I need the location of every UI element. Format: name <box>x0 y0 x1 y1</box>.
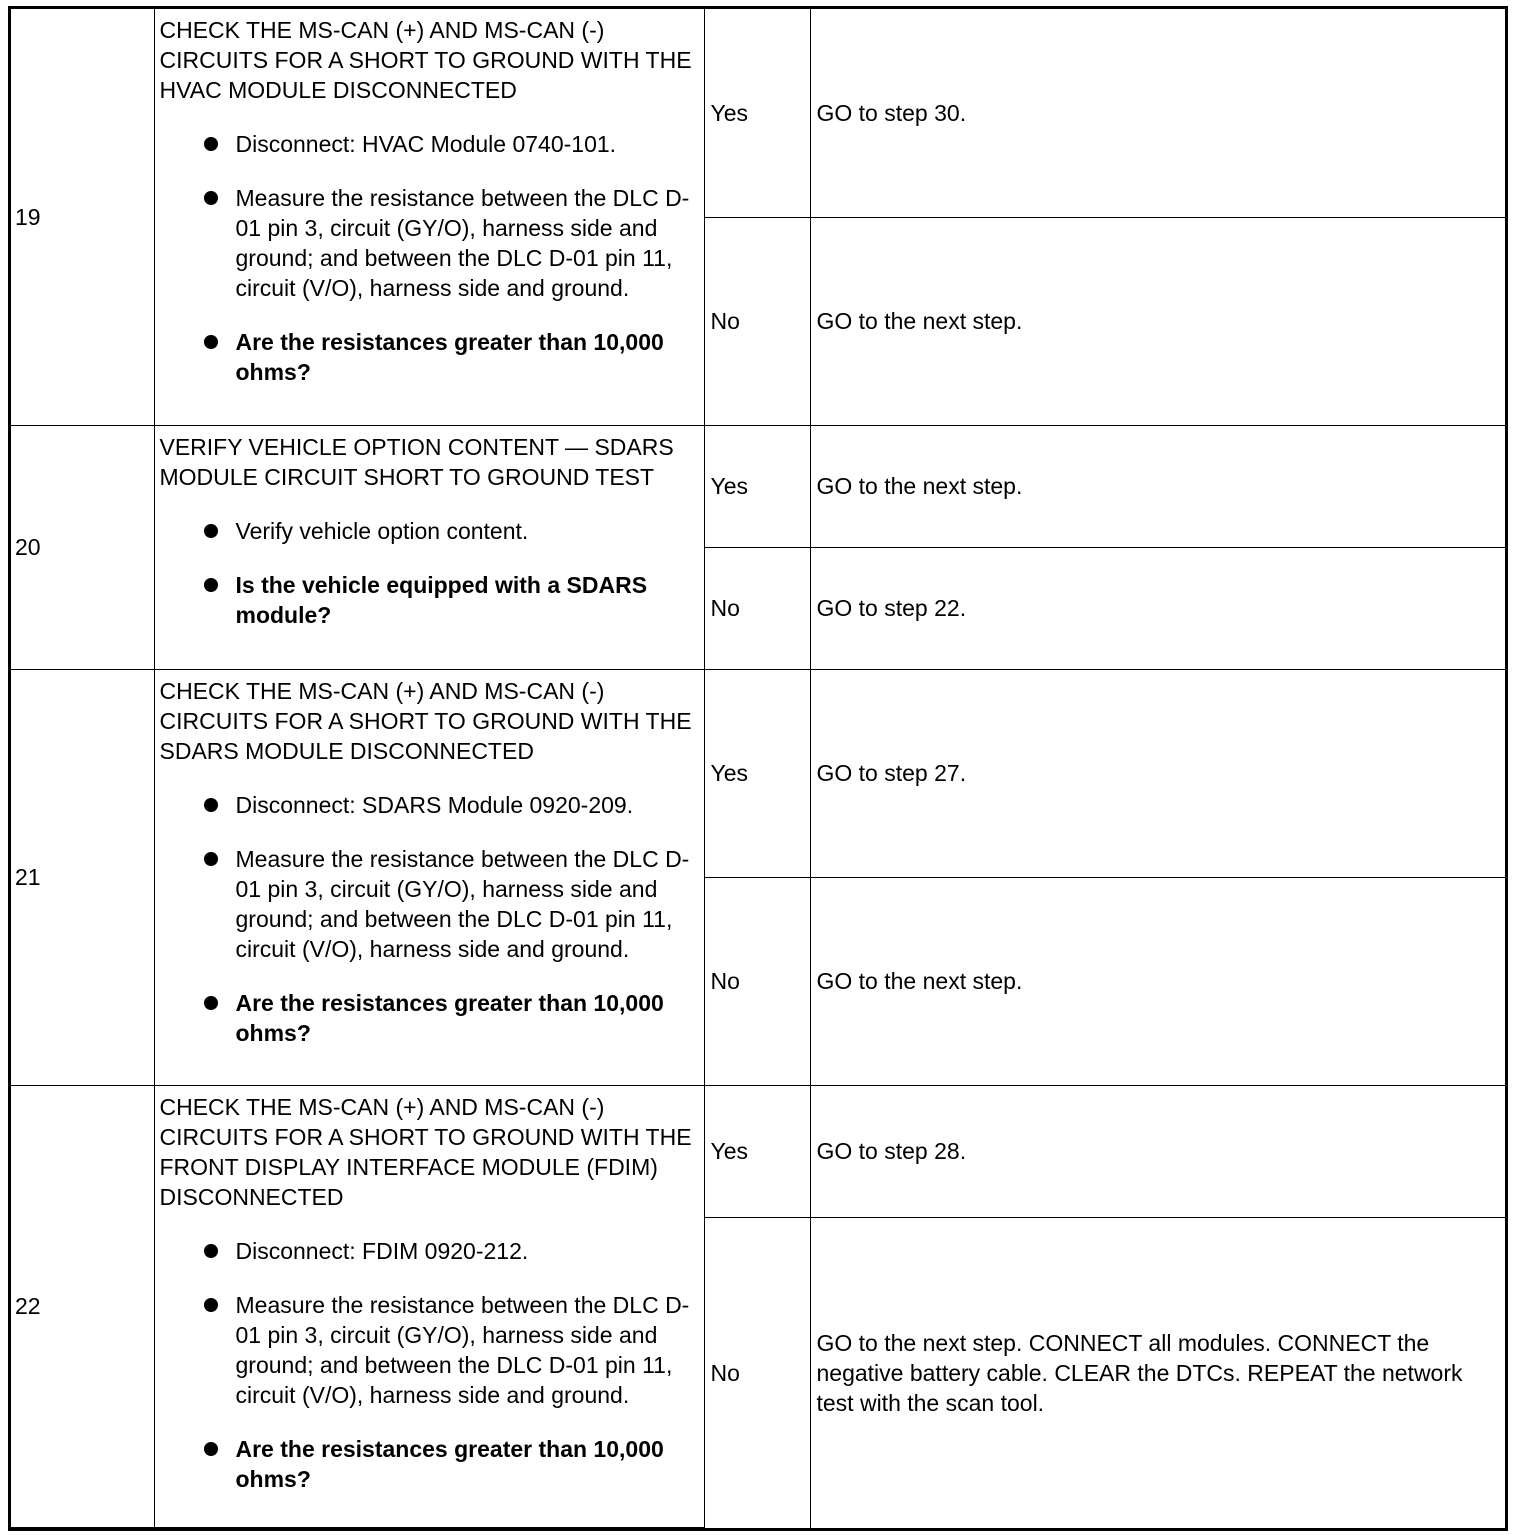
test-procedure <box>154 669 704 1085</box>
procedure-item <box>160 516 696 546</box>
bullet-icon <box>204 852 218 866</box>
bullet-icon <box>204 524 218 538</box>
procedure-item <box>160 183 696 303</box>
procedure-list <box>160 790 696 1048</box>
procedure-text: Verify vehicle option content. <box>235 517 529 544</box>
test-question <box>160 1434 696 1494</box>
question-text: Are the resistances greater than 10,000 ohms? <box>235 989 664 1046</box>
step-number: 19 <box>11 9 154 425</box>
result-no-label: No <box>704 1217 810 1528</box>
step-21-yes-row <box>11 669 1505 877</box>
result-yes-action: GO to step 28. <box>810 1085 1505 1217</box>
result-yes-label: Yes <box>704 1085 810 1217</box>
bullet-icon <box>204 996 218 1010</box>
result-no-action: GO to the next step. <box>810 217 1505 425</box>
result-yes-label: Yes <box>704 425 810 547</box>
test-title: CHECK THE MS-CAN (+) AND MS-CAN (-) CIRCUITS FOR A SHORT TO GROUND WITH THE HVAC MODULE DISCONNECTED <box>159 17 692 103</box>
procedure-text: Disconnect: FDIM 0920-212. <box>235 1237 529 1264</box>
step-20-yes-row <box>11 425 1505 547</box>
result-yes-action: GO to step 27. <box>810 669 1505 877</box>
procedure-text: Measure the resistance between the DLC D-01 pin 3, circuit (GY/O), harness side and ground; and between the DLC D-01 pin 11, circuit (V/O), harness side and ground. <box>235 1291 690 1408</box>
result-no-label: No <box>704 877 810 1085</box>
step-number: 20 <box>11 425 154 669</box>
test-question <box>160 570 696 630</box>
bullet-icon <box>204 191 218 205</box>
test-title: CHECK THE MS-CAN (+) AND MS-CAN (-) CIRCUITS FOR A SHORT TO GROUND WITH THE SDARS MODULE DISCONNECTED <box>159 677 692 764</box>
test-question <box>160 327 696 387</box>
diagnostic-steps-sheet <box>8 6 1508 1531</box>
procedure-text: Measure the resistance between the DLC D-01 pin 3, circuit (GY/O), harness side and ground; and between the DLC D-01 pin 11, circuit (V/O), harness side and ground. <box>235 185 690 301</box>
test-question <box>160 988 696 1048</box>
procedure-item <box>160 129 696 159</box>
question-text: Are the resistances greater than 10,000 ohms? <box>235 329 664 385</box>
bullet-icon <box>204 1298 218 1312</box>
procedure-list <box>160 1236 696 1494</box>
step-22-yes-row <box>11 1085 1505 1217</box>
procedure-item <box>160 1290 696 1410</box>
procedure-item <box>160 844 696 964</box>
question-text: Is the vehicle equipped with a SDARS module? <box>235 571 648 628</box>
step-number: 21 <box>11 669 154 1085</box>
result-no-action: GO to the next step. CONNECT all modules. CONNECT the negative battery cable. CLEAR the DTCs. REPEAT the network test with the scan tool. <box>810 1217 1505 1528</box>
test-procedure <box>154 9 704 425</box>
result-yes-action: GO to step 30. <box>810 9 1505 217</box>
bullet-icon <box>204 798 218 812</box>
question-text: Are the resistances greater than 10,000 ohms? <box>235 1435 664 1492</box>
step-19-yes-row <box>11 9 1505 217</box>
bullet-icon <box>204 137 218 151</box>
procedure-text: Measure the resistance between the DLC D-01 pin 3, circuit (GY/O), harness side and ground; and between the DLC D-01 pin 11, circuit (V/O), harness side and ground. <box>235 845 690 962</box>
procedure-list <box>160 129 696 387</box>
test-procedure <box>154 425 704 669</box>
test-title: VERIFY VEHICLE OPTION CONTENT — SDARS MODULE CIRCUIT SHORT TO GROUND TEST <box>159 433 674 490</box>
procedure-item <box>160 790 696 820</box>
result-yes-label: Yes <box>704 9 810 217</box>
bullet-icon <box>204 335 218 349</box>
procedure-list <box>160 516 696 630</box>
bullet-icon <box>204 1442 218 1456</box>
bullet-icon <box>204 1244 218 1258</box>
test-procedure <box>154 1085 704 1528</box>
result-no-label: No <box>704 547 810 669</box>
procedure-text: Disconnect: SDARS Module 0920-209. <box>235 791 634 818</box>
result-yes-label: Yes <box>704 669 810 877</box>
diagnostic-steps-table <box>11 9 1505 1528</box>
result-no-label: No <box>704 217 810 425</box>
result-yes-action: GO to the next step. <box>810 425 1505 547</box>
test-title: CHECK THE MS-CAN (+) AND MS-CAN (-) CIRCUITS FOR A SHORT TO GROUND WITH THE FRONT DISPLAY INTERFACE MODULE (FDIM) DISCONNECTED <box>159 1093 692 1210</box>
procedure-item <box>160 1236 696 1266</box>
result-no-action: GO to step 22. <box>810 547 1505 669</box>
procedure-text: Disconnect: HVAC Module 0740-101. <box>235 131 617 157</box>
result-no-action: GO to the next step. <box>810 877 1505 1085</box>
step-number: 22 <box>11 1085 154 1528</box>
bullet-icon <box>204 578 218 592</box>
